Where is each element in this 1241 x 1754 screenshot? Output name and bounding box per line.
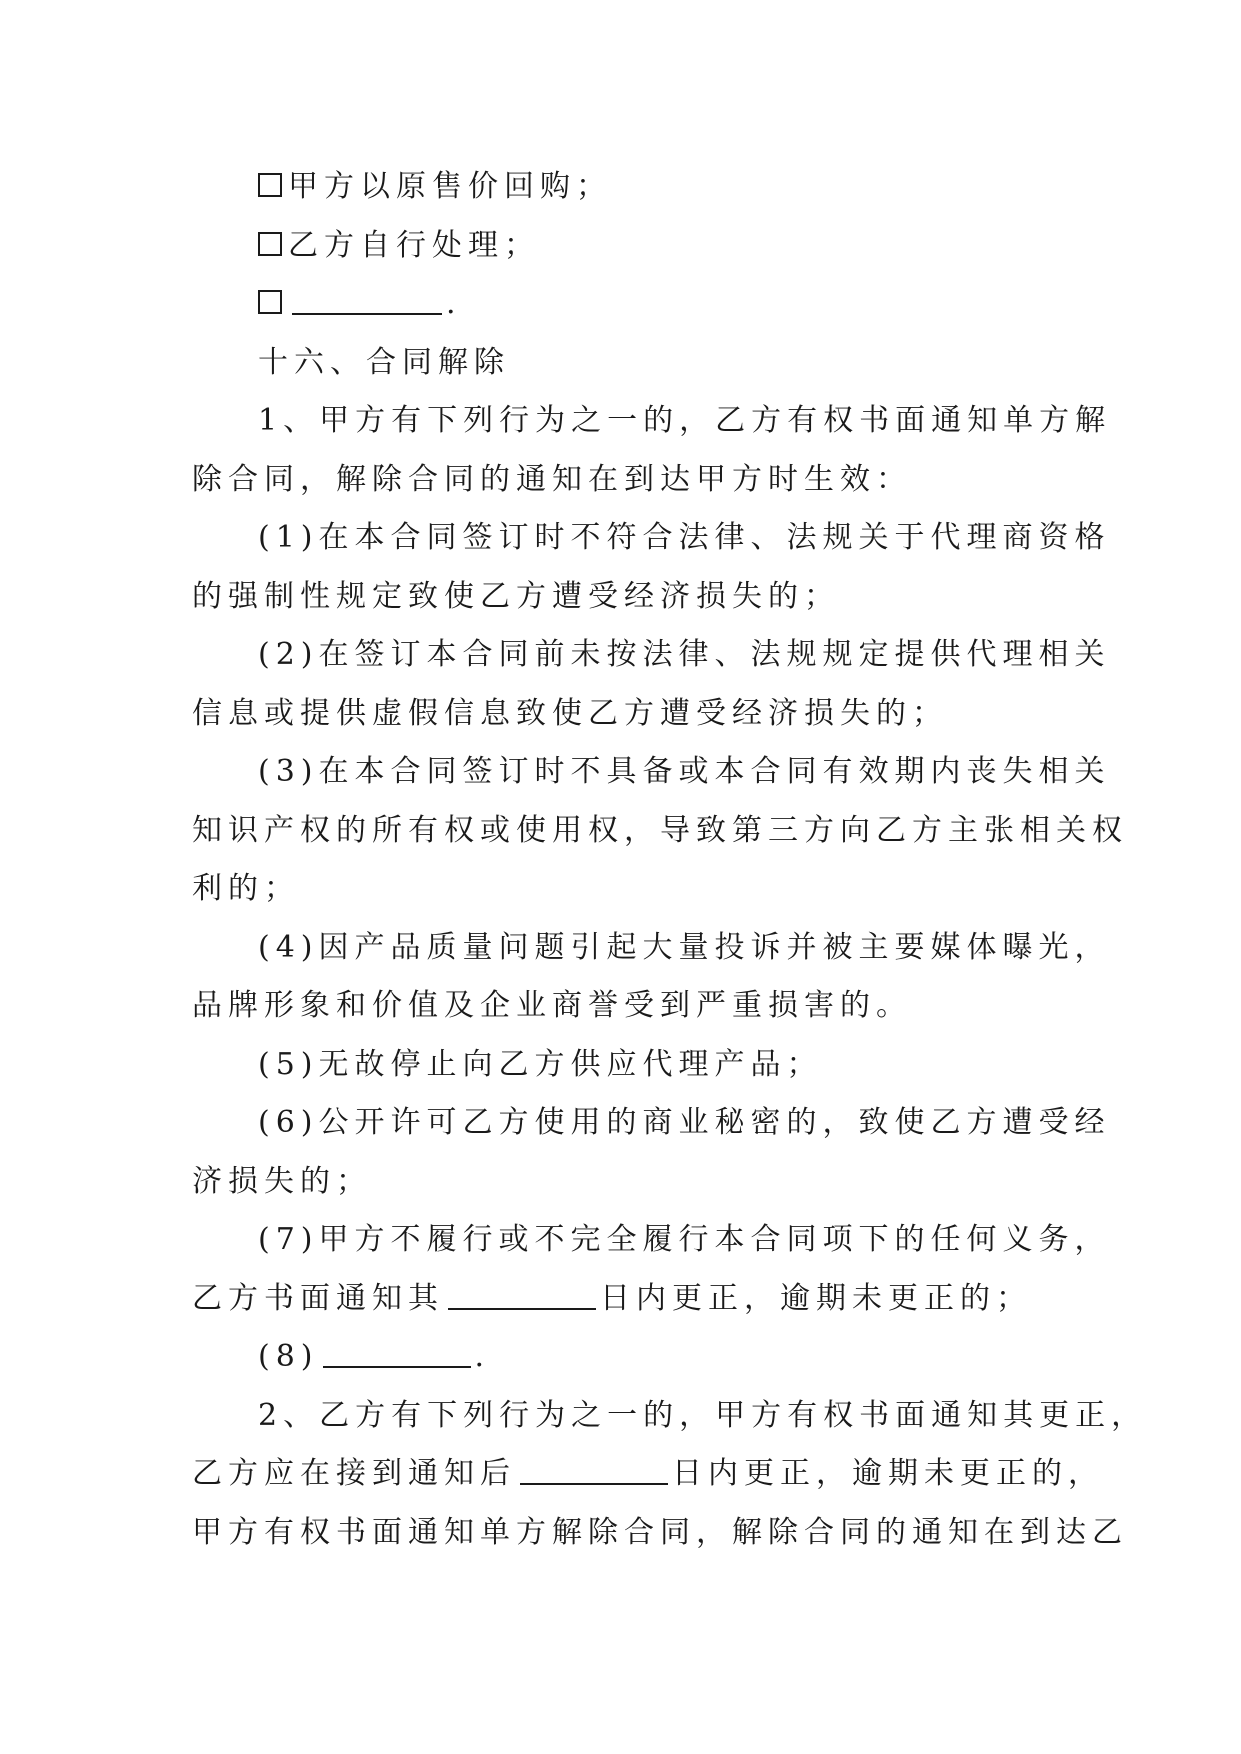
clause-line: 的强制性规定致使乙方遭受经济损失的； — [192, 578, 840, 614]
checkbox-icon[interactable] — [258, 173, 282, 197]
clause-line: (4)因产品质量问题引起大量投诉并被主要媒体曝光， — [258, 929, 1111, 965]
option-text: 乙方自行处理； — [288, 227, 540, 263]
paragraph-line: 甲方有权书面通知单方解除合同，解除合同的通知在到达乙 — [192, 1514, 1128, 1550]
clause-line: (3)在本合同签订时不具备或本合同有效期内丧失相关 — [258, 754, 1111, 789]
paragraph-line — [192, 1445, 1104, 1504]
clause-text: 乙方书面通知其 — [192, 1280, 444, 1316]
clause-line: 信息或提供虚假信息致使乙方遭受经济损失的； — [192, 695, 948, 731]
paragraph-line: 1、甲方有下列行为之一的，乙方有权书面通知单方解 — [258, 403, 1112, 438]
fill-blank[interactable] — [292, 289, 442, 315]
option-self-handle — [192, 217, 1060, 276]
option-text: . — [446, 286, 462, 321]
clause-line: 知识产权的所有权或使用权，导致第三方向乙方主张相关权 — [192, 812, 1128, 848]
clause-text: 日内更正，逾期未更正的； — [600, 1280, 1032, 1316]
clause-line: 品牌形象和价值及企业商誉受到严重损害的。 — [192, 988, 912, 1023]
document-body — [192, 158, 1148, 1562]
option-other — [192, 275, 1060, 334]
fill-blank[interactable] — [520, 1459, 668, 1485]
clause-line — [192, 1328, 1060, 1387]
paragraph-line: 除合同，解除合同的通知在到达甲方时生效： — [192, 461, 912, 497]
clause-line: (2)在签订本合同前未按法律、法规规定提供代理相关 — [258, 637, 1111, 672]
clause-line: (5)无故停止向乙方供应代理产品； — [258, 1046, 823, 1082]
option-repurchase — [192, 158, 1060, 217]
checkbox-icon[interactable] — [258, 290, 282, 314]
clause-line: (7)甲方不履行或不完全履行本合同项下的任何义务， — [258, 1222, 1111, 1257]
fill-blank[interactable] — [323, 1342, 471, 1368]
section-title: 十六、合同解除 — [258, 344, 510, 380]
clause-line — [192, 1270, 1060, 1329]
clause-line: (1)在本合同签订时不符合法律、法规关于代理商资格 — [258, 520, 1111, 555]
paragraph-text: 日内更正，逾期未更正的， — [672, 1456, 1104, 1491]
fill-blank[interactable] — [448, 1284, 596, 1310]
checkbox-icon[interactable] — [258, 232, 282, 256]
option-text: 甲方以原售价回购； — [288, 169, 612, 204]
clause-text: (8) — [258, 1339, 319, 1374]
paragraph-text: 乙方应在接到通知后 — [192, 1456, 516, 1491]
clause-line: 利的； — [192, 871, 300, 906]
clause-text: . — [474, 1339, 491, 1374]
clause-line: 济损失的； — [192, 1163, 372, 1199]
paragraph-line: 2、乙方有下列行为之一的，甲方有权书面通知其更正， — [258, 1397, 1148, 1433]
clause-line: (6)公开许可乙方使用的商业秘密的，致使乙方遭受经 — [258, 1105, 1111, 1140]
